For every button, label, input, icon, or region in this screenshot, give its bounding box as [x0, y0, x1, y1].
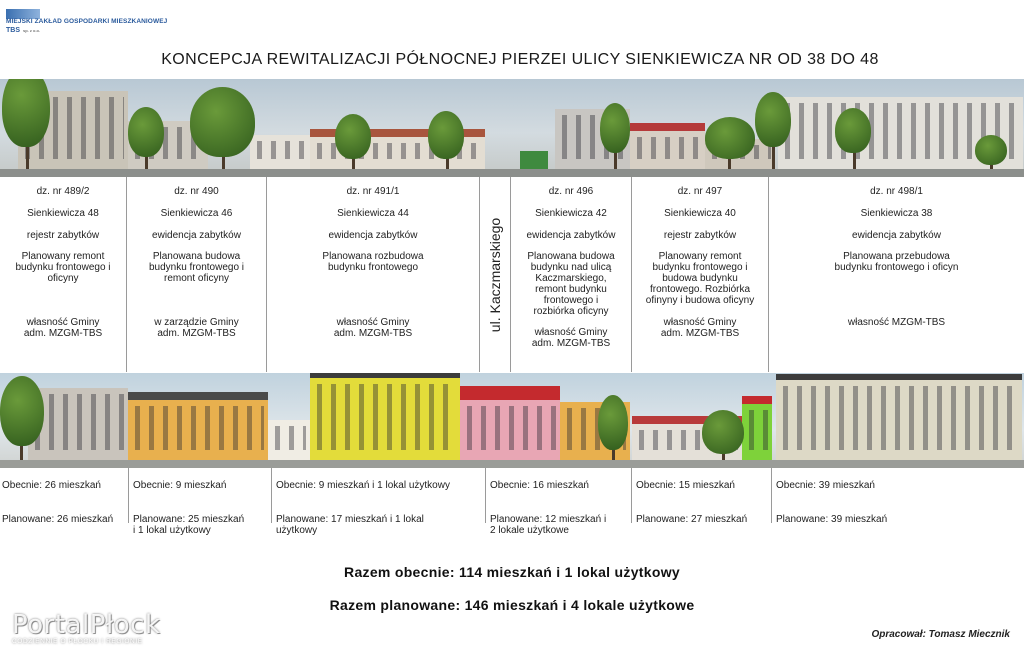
planned-count: Planowane: 39 mieszkań	[776, 514, 888, 525]
parcel-plan-line: Planowana budowa	[152, 251, 241, 262]
parcel-id: dz. nr 489/2	[36, 186, 90, 197]
stats-44	[274, 468, 484, 538]
planned-count: Planowane: 17 mieszkań i 1 lokal	[276, 514, 424, 525]
parcel-ownership: adm. MZGM-TBS	[23, 328, 103, 339]
org-name: MIEJSKI ZAKŁAD GOSPODARKI MIESZKANIOWEJ	[6, 18, 168, 25]
planned-count: Planowane: 27 mieszkań	[636, 514, 748, 525]
building-planned-46b	[268, 420, 310, 460]
building-current-40	[630, 131, 705, 169]
parcel-plan-line: Planowana budowa	[527, 251, 615, 262]
current-count: Obecnie: 9 mieszkań	[133, 480, 227, 491]
parcel-address: Sienkiewicza 38	[860, 208, 933, 219]
building-planned-44	[310, 378, 460, 460]
parcel-address: Sienkiewicza 44	[337, 208, 409, 219]
parcel-registry: ewidencja zabytków	[152, 230, 241, 241]
building-planned-42	[460, 400, 560, 460]
stats-divider	[631, 468, 632, 523]
parcel-id: dz. nr 490	[174, 186, 219, 197]
stats-divider	[485, 468, 486, 523]
parcel-plan-line: budynku frontowego i	[15, 262, 111, 273]
parcel-address: Sienkiewicza 42	[535, 208, 607, 219]
parcel-id: dz. nr 497	[677, 186, 723, 197]
parcel-registry: ewidencja zabytków	[852, 230, 941, 241]
parcel-column-48	[0, 177, 127, 372]
parcel-plan-line: budynku frontowego i	[148, 262, 245, 273]
parcel-id: dz. nr 498/1	[870, 186, 923, 197]
parcel-address: Sienkiewicza 40	[664, 208, 736, 219]
parcel-plan-line: Planowana przebudowa	[843, 251, 950, 262]
planned-count: Planowane: 26 mieszkań	[2, 514, 114, 525]
total-current: Razem obecnie: 114 mieszkań i 1 lokal użytkowy	[344, 564, 680, 580]
parcel-address: Sienkiewicza 46	[160, 208, 233, 219]
parcel-plan-line: frontowego. Rozbiórka	[649, 284, 751, 295]
page-title: KONCEPCJA REWITALIZACJI PÓŁNOCNEJ PIERZEI ULICY SIENKIEWICZA NR OD 38 DO 48	[161, 51, 879, 68]
stats-42	[488, 468, 630, 538]
building-current-44a	[250, 135, 310, 169]
stats-46	[131, 468, 268, 538]
company-logo	[6, 9, 176, 35]
parcel-plan-line: Planowana rozbudowa	[322, 251, 424, 262]
parcel-column-46	[127, 177, 267, 372]
parcel-column-42	[511, 177, 632, 372]
kiosk	[520, 151, 548, 169]
org-short: TBS sp. z o.o.	[6, 27, 41, 34]
current-count: Obecnie: 9 mieszkań i 1 lokal użytkowy	[276, 480, 450, 491]
planned-count: Planowane: 25 mieszkań	[133, 514, 245, 525]
author-credit: Opracował: Tomasz Miecznik	[871, 629, 1010, 640]
parcel-registry: rejestr zabytków	[26, 230, 100, 241]
building-planned-46	[128, 400, 268, 460]
parcel-plan-line: frontowego i	[543, 295, 599, 306]
current-count: Obecnie: 15 mieszkań	[636, 480, 735, 491]
stats-38	[774, 468, 1014, 538]
parcel-plan-line: budynku frontowego	[327, 262, 419, 273]
stats-divider	[271, 468, 272, 523]
current-count: Obecnie: 16 mieszkań	[490, 480, 589, 491]
parcel-ownership: adm. MZGM-TBS	[531, 338, 611, 349]
stats-48	[0, 468, 127, 538]
portal-watermark	[12, 610, 172, 652]
current-state-photo	[0, 79, 1024, 177]
watermark-name: PortalPłock	[12, 610, 161, 640]
parcel-plan-line: Planowany remont	[21, 251, 105, 262]
street-label: ul. Kaczmarskiego	[486, 217, 503, 332]
building-planned-38	[776, 380, 1022, 460]
parcel-plan-line: ofinyny i budowa oficyny	[645, 295, 755, 306]
parcel-plan-line: Planowany remont	[658, 251, 742, 262]
parcel-plan-line: remont budynku	[535, 284, 607, 295]
parcel-plan-line: rozbiórka oficyny	[533, 306, 609, 317]
parcel-id: dz. nr 491/1	[346, 186, 400, 197]
parcel-ownership: własność Gminy	[26, 317, 100, 328]
parcel-ownership: własność Gminy	[663, 317, 737, 328]
parcel-column-44	[267, 177, 480, 372]
current-count: Obecnie: 39 mieszkań	[776, 480, 875, 491]
parcel-registry: ewidencja zabytków	[328, 230, 418, 241]
parcel-plan-line: budynku frontowego i oficyn	[834, 262, 959, 273]
watermark-tagline: CODZIENNIE O PŁOCKU I REGIONIE	[12, 638, 143, 645]
parcel-info-grid	[0, 177, 1024, 372]
parcel-column-38	[769, 177, 1024, 372]
parcel-ownership: własność Gminy	[336, 317, 410, 328]
parcel-plan-line: budowa budynku	[662, 273, 738, 284]
parcel-column-40	[632, 177, 769, 372]
parcel-registry: rejestr zabytków	[663, 230, 737, 241]
planned-count: Planowane: 12 mieszkań i	[490, 514, 607, 525]
stats-40	[634, 468, 770, 538]
street-divider	[479, 177, 511, 372]
planned-count: 2 lokale użytkowe	[490, 525, 569, 536]
parcel-registry: ewidencja zabytków	[526, 230, 616, 241]
parcel-ownership: adm. MZGM-TBS	[660, 328, 740, 339]
planned-count: i 1 lokal użytkowy	[133, 525, 211, 536]
parcel-ownership: adm. MZGM-TBS	[157, 328, 236, 339]
parcel-plan-line: remont oficyny	[163, 273, 230, 284]
parcel-id: dz. nr 496	[548, 186, 594, 197]
parcel-plan-line: oficyny	[47, 273, 79, 284]
parcel-ownership: w zarządzie Gminy	[154, 317, 239, 328]
parcel-ownership: własność Gminy	[534, 327, 608, 338]
parcel-ownership: adm. MZGM-TBS	[333, 328, 413, 339]
stats-divider	[128, 468, 129, 523]
parcel-plan-line: Kaczmarskiego,	[535, 273, 607, 284]
parcel-plan-line: budynku nad ulicą	[530, 262, 612, 273]
stats-divider	[771, 468, 772, 523]
planned-count: użytkowy	[276, 525, 318, 536]
total-planned: Razem planowane: 146 mieszkań i 4 lokale użytkowe	[329, 597, 695, 613]
parcel-address: Sienkiewicza 48	[27, 208, 99, 219]
planned-visualization	[0, 373, 1024, 468]
current-count: Obecnie: 26 mieszkań	[2, 480, 101, 491]
building-planned-40b	[742, 404, 772, 460]
parcel-ownership: własność MZGM-TBS	[847, 317, 946, 328]
parcel-plan-line: budynku frontowego i	[652, 262, 748, 273]
